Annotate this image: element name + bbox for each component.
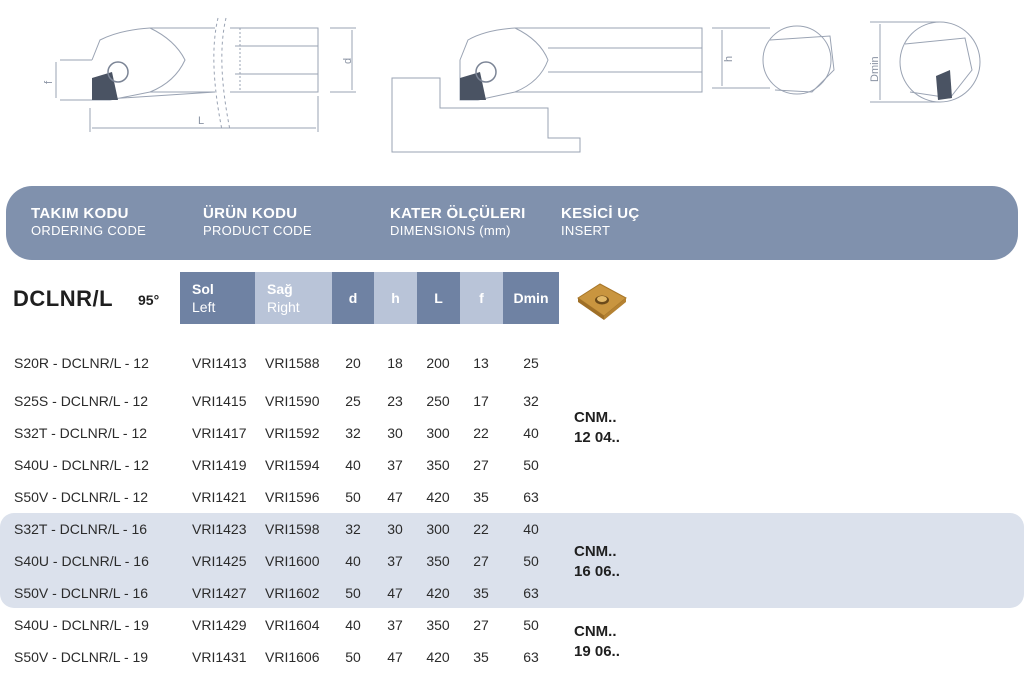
cell-sag: VRI1590	[265, 393, 320, 409]
cell-f: 17	[473, 393, 489, 409]
cell-sag: VRI1604	[265, 617, 320, 633]
cell-dmin: 63	[523, 649, 539, 665]
cell-code: S25S - DCLNR/L - 12	[14, 393, 149, 409]
cell-dmin: 40	[523, 521, 539, 537]
cell-code: S32T - DCLNR/L - 16	[14, 521, 148, 537]
cell-code: S40U - DCLNR/L - 16	[14, 553, 149, 569]
cell-f: 22	[473, 521, 489, 537]
cell-d: 40	[345, 457, 361, 473]
cell-d: 32	[345, 425, 361, 441]
cell-L: 350	[426, 617, 450, 633]
technical-drawings	[0, 0, 1024, 170]
cell-L: 200	[426, 355, 450, 371]
cell-dmin: 50	[523, 617, 539, 633]
cell-code: S50V - DCLNR/L - 16	[14, 585, 149, 601]
cell-dmin: 40	[523, 425, 539, 441]
cell-d: 32	[345, 521, 361, 537]
cell-dmin: 50	[523, 457, 539, 473]
cell-sol: VRI1431	[192, 649, 247, 665]
col-header-f: f	[460, 272, 503, 324]
cell-sol: VRI1427	[192, 585, 247, 601]
table-row	[0, 355, 1024, 375]
cell-d: 40	[345, 553, 361, 569]
label-d: d	[342, 57, 354, 64]
cell-h: 37	[387, 457, 403, 473]
cell-f: 13	[473, 355, 489, 371]
cell-h: 47	[387, 489, 403, 505]
insert-piece-3	[936, 70, 952, 100]
cell-d: 40	[345, 617, 361, 633]
header-banner	[6, 186, 1018, 260]
ordering-code-header: TAKIM KODU ORDERING CODE	[31, 205, 147, 238]
label-f: f	[43, 80, 55, 84]
cell-L: 350	[426, 457, 450, 473]
table-row	[0, 585, 1024, 605]
cell-dmin: 50	[523, 553, 539, 569]
min-bore-drawing	[870, 22, 980, 102]
cell-d: 20	[345, 355, 361, 371]
cell-sag: VRI1592	[265, 425, 320, 441]
in-bore-drawing	[392, 28, 702, 152]
insert-label-12: CNM.. 12 04..	[574, 409, 620, 446]
col-header-dmin: Dmin	[503, 272, 559, 324]
cell-sol: VRI1425	[192, 553, 247, 569]
insert-label-16: CNM.. 16 06..	[574, 543, 620, 580]
cell-sol: VRI1421	[192, 489, 247, 505]
label-h: h	[723, 55, 735, 62]
table-row	[0, 393, 1024, 413]
table-row	[0, 649, 1024, 669]
cell-d: 25	[345, 393, 361, 409]
cell-code: S32T - DCLNR/L - 12	[14, 425, 148, 441]
cell-sag: VRI1606	[265, 649, 320, 665]
cell-sag: VRI1602	[265, 585, 320, 601]
label-dmin: Dmin	[869, 56, 881, 82]
cell-sol: VRI1429	[192, 617, 247, 633]
cell-h: 30	[387, 425, 403, 441]
cell-sol: VRI1419	[192, 457, 247, 473]
cell-sag: VRI1598	[265, 521, 320, 537]
cell-L: 300	[426, 521, 450, 537]
cell-code: S20R - DCLNR/L - 12	[14, 355, 149, 371]
cell-sol: VRI1413	[192, 355, 247, 371]
dimensions-header: KATER ÖLÇÜLERI DIMENSIONS (mm)	[390, 205, 526, 238]
cell-code: S40U - DCLNR/L - 19	[14, 617, 149, 633]
cell-code: S50V - DCLNR/L - 19	[14, 649, 149, 665]
product-title: DCLNR/L	[13, 286, 114, 311]
table-row	[0, 553, 1024, 573]
tool-drawings-svg	[0, 0, 1024, 170]
cell-L: 420	[426, 585, 450, 601]
product-code-header: ÜRÜN KODU PRODUCT CODE	[203, 205, 312, 238]
cell-h: 23	[387, 393, 403, 409]
cell-L: 250	[426, 393, 450, 409]
cell-sag: VRI1588	[265, 355, 320, 371]
col-header-sag: Sağ Right	[255, 272, 332, 324]
approach-angle: 95°	[138, 292, 160, 308]
col-header-L: L	[417, 272, 460, 324]
insert-image	[574, 280, 630, 324]
insert-label-19: CNM.. 19 06..	[574, 623, 620, 660]
insert-header: KESİCİ UÇ INSERT	[561, 205, 640, 238]
cell-f: 27	[473, 457, 489, 473]
cell-dmin: 63	[523, 585, 539, 601]
cell-h: 47	[387, 585, 403, 601]
cell-f: 35	[473, 489, 489, 505]
cell-d: 50	[345, 649, 361, 665]
label-L: L	[198, 115, 205, 127]
cell-f: 27	[473, 617, 489, 633]
insert-piece-2	[460, 72, 486, 100]
cell-d: 50	[345, 489, 361, 505]
col-header-sol: Sol Left	[180, 272, 255, 324]
table-row	[0, 617, 1024, 637]
col-header-h: h	[374, 272, 417, 324]
cell-sol: VRI1417	[192, 425, 247, 441]
cell-code: S40U - DCLNR/L - 12	[14, 457, 149, 473]
insert-piece-1	[92, 72, 118, 100]
cell-dmin: 63	[523, 489, 539, 505]
cell-f: 35	[473, 585, 489, 601]
cell-dmin: 25	[523, 355, 539, 371]
cell-sag: VRI1594	[265, 457, 320, 473]
table-row	[0, 521, 1024, 541]
cell-code: S50V - DCLNR/L - 12	[14, 489, 149, 505]
cell-f: 27	[473, 553, 489, 569]
cell-sol: VRI1415	[192, 393, 247, 409]
cell-sol: VRI1423	[192, 521, 247, 537]
table-row	[0, 425, 1024, 445]
cell-h: 18	[387, 355, 403, 371]
table-row	[0, 489, 1024, 509]
cell-h: 47	[387, 649, 403, 665]
cell-sag: VRI1596	[265, 489, 320, 505]
cell-dmin: 32	[523, 393, 539, 409]
cell-f: 35	[473, 649, 489, 665]
cell-d: 50	[345, 585, 361, 601]
table-row	[0, 457, 1024, 477]
cell-h: 37	[387, 553, 403, 569]
cell-L: 350	[426, 553, 450, 569]
col-header-d: d	[332, 272, 374, 324]
cell-L: 420	[426, 489, 450, 505]
cell-sag: VRI1600	[265, 553, 320, 569]
side-view-drawing	[56, 18, 356, 132]
cell-f: 22	[473, 425, 489, 441]
cell-L: 300	[426, 425, 450, 441]
cell-h: 30	[387, 521, 403, 537]
cell-L: 420	[426, 649, 450, 665]
cell-h: 37	[387, 617, 403, 633]
